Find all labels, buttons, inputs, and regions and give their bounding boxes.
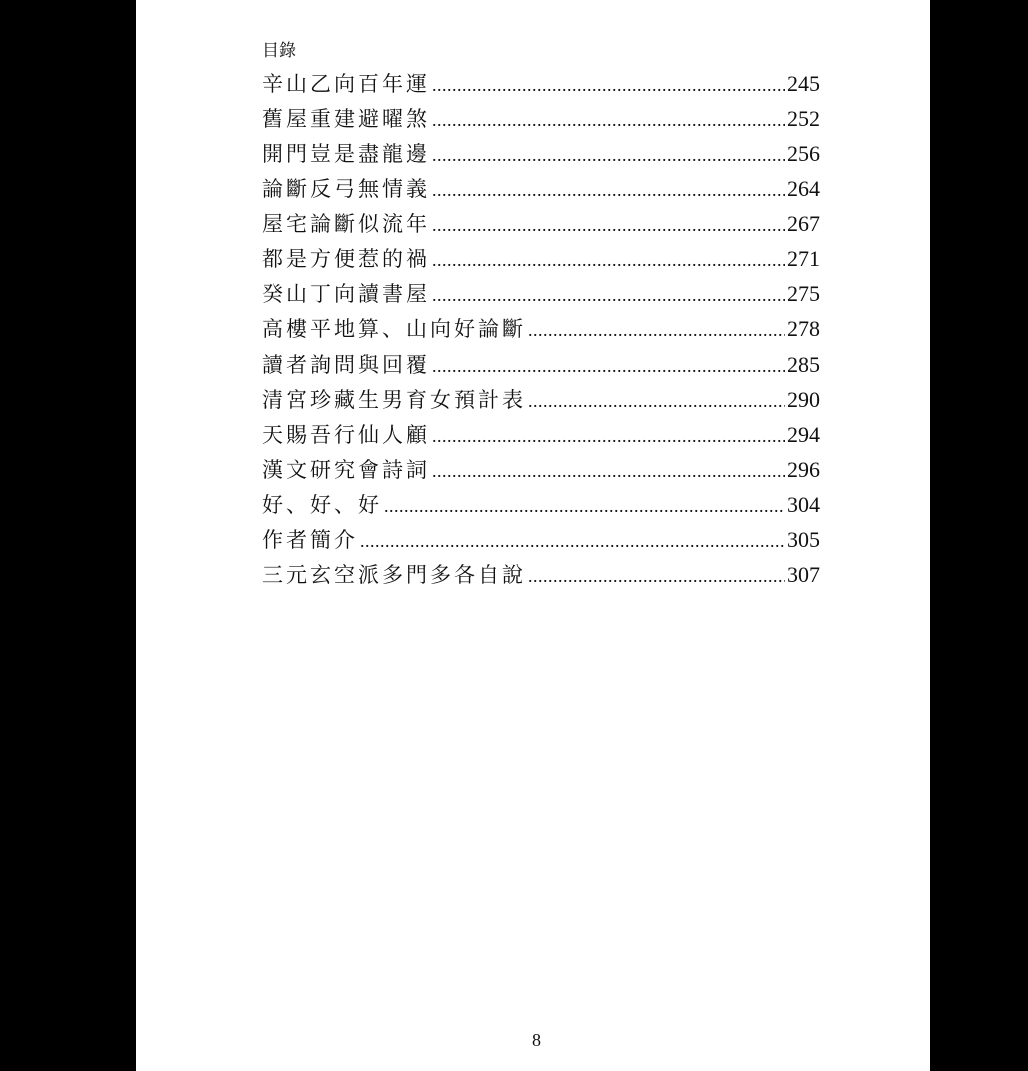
dot-leader (384, 496, 785, 517)
table-of-contents (262, 68, 820, 594)
toc-entry (262, 103, 820, 138)
toc-entry-title: 清宮珍藏生男育女預計表 (262, 387, 526, 412)
dot-leader (528, 391, 785, 412)
toc-entry (262, 278, 820, 313)
toc-entry (262, 419, 820, 454)
dot-leader (432, 461, 785, 482)
toc-entry-page: 307 (787, 561, 820, 587)
toc-entry-title: 三元玄空派多門多各自說 (262, 562, 526, 587)
dot-leader (432, 285, 785, 306)
toc-entry (262, 243, 820, 278)
toc-entry-page: 264 (787, 176, 820, 202)
toc-entry-page: 271 (787, 246, 820, 272)
toc-entry-title: 論斷反弓無情義 (262, 177, 430, 202)
page-number: 8 (532, 1030, 541, 1050)
toc-entry (262, 208, 820, 243)
dot-leader (432, 180, 785, 201)
toc-entry-title: 開門豈是盡龍邊 (262, 142, 430, 167)
toc-entry-page: 285 (787, 351, 820, 377)
toc-entry-title: 作者簡介 (262, 527, 358, 552)
toc-entry-title: 高樓平地算、山向好論斷 (262, 317, 526, 342)
toc-entry (262, 173, 820, 208)
dot-leader (432, 250, 785, 271)
dot-leader (528, 320, 785, 341)
document-page (136, 0, 930, 1071)
dot-leader (432, 215, 785, 236)
toc-entry (262, 313, 820, 348)
toc-entry (262, 68, 820, 103)
toc-entry-page: 267 (787, 211, 820, 237)
toc-entry-title: 舊屋重建避曜煞 (262, 107, 430, 132)
toc-entry-page: 296 (787, 456, 820, 482)
dot-leader (432, 145, 785, 166)
toc-entry-title: 屋宅論斷似流年 (262, 212, 430, 237)
toc-heading: 目錄 (262, 41, 296, 61)
toc-entry (262, 138, 820, 173)
toc-entry-page: 252 (787, 106, 820, 132)
toc-entry-page: 294 (787, 421, 820, 447)
toc-entry-title: 漢文研究會詩詞 (262, 457, 430, 482)
toc-entry-page: 256 (787, 141, 820, 167)
toc-entry (262, 384, 820, 419)
dot-leader (432, 426, 785, 447)
toc-entry-page: 290 (787, 386, 820, 412)
dot-leader (528, 566, 785, 587)
toc-entry-page: 278 (787, 316, 820, 342)
toc-entry-title: 都是方便惹的禍 (262, 247, 430, 272)
toc-entry-title: 讀者詢問與回覆 (262, 352, 430, 377)
toc-entry-title: 癸山丁向讀書屋 (262, 282, 430, 307)
dot-leader (432, 110, 785, 131)
toc-entry-page: 304 (787, 491, 820, 517)
toc-entry (262, 524, 820, 559)
dot-leader (432, 356, 785, 377)
toc-entry-title: 好、好、好 (262, 492, 382, 517)
toc-entry-title: 辛山乙向百年運 (262, 72, 430, 96)
toc-entry (262, 349, 820, 384)
toc-entry (262, 454, 820, 489)
toc-entry (262, 489, 820, 524)
toc-entry-title: 天賜吾行仙人顧 (262, 422, 430, 447)
toc-entry-page: 245 (787, 71, 820, 96)
toc-entry-page: 275 (787, 281, 820, 307)
dot-leader (360, 531, 785, 552)
dot-leader (432, 75, 785, 96)
toc-entry-page: 305 (787, 526, 820, 552)
toc-entry (262, 559, 820, 594)
